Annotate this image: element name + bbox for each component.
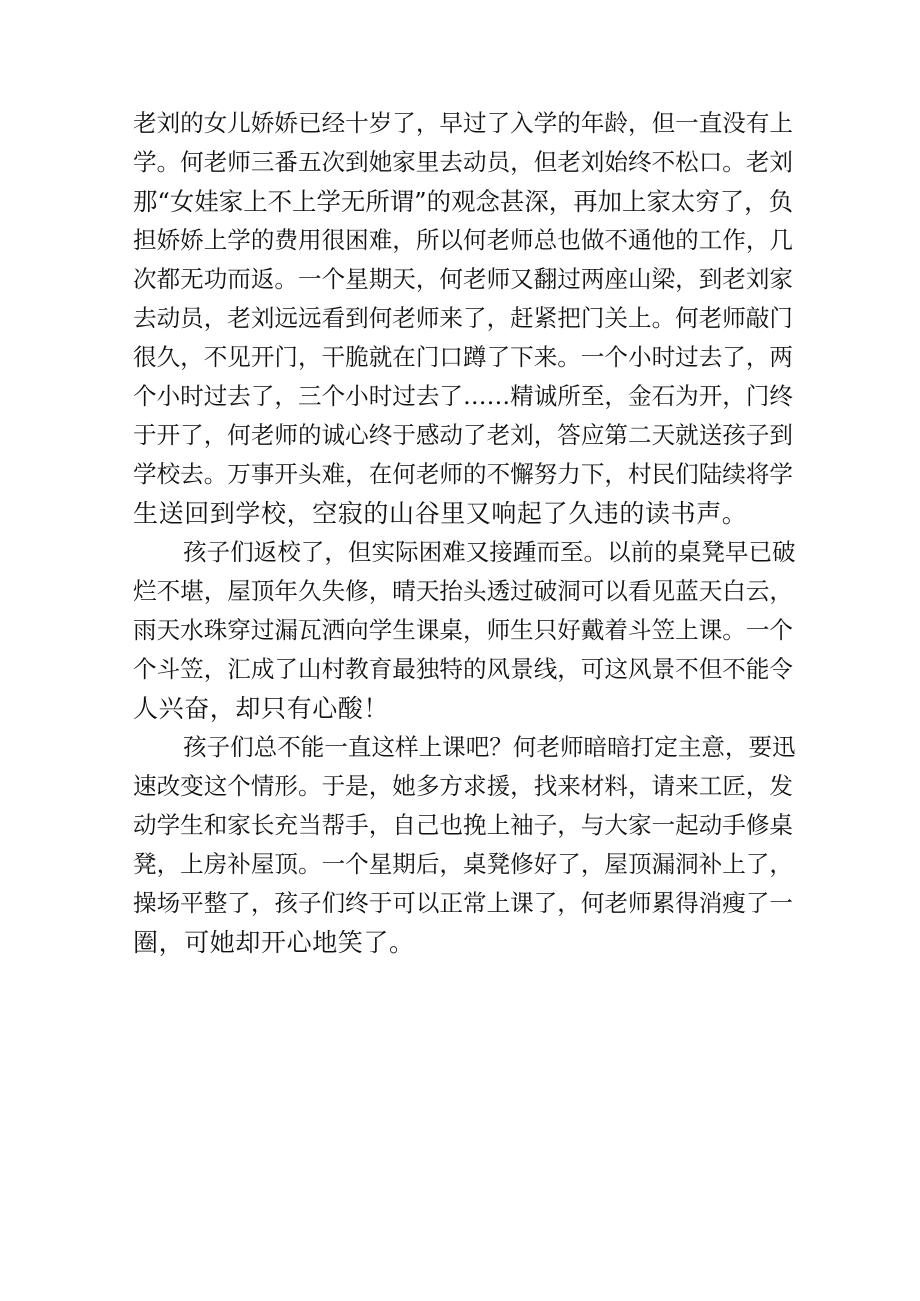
text-line: 去动员，老刘远远看到何老师来了，赶紧把门关上。何老师敲门 — [133, 304, 793, 332]
text-line: 于开了，何老师的诚心终于感动了老刘，答应第二天就送孩子到 — [133, 421, 793, 449]
text-line: 担娇娇上学的费用很困难，所以何老师总也做不通他的工作，几 — [133, 226, 793, 254]
text-line: 人兴奋，却只有心酸！ — [133, 694, 390, 723]
text-line: 老刘的女儿娇娇已经十岁了，早过了入学的年龄，但一直没有上 — [133, 109, 793, 137]
text-line: 操场平整了，孩子们终于可以正常上课了，何老师累得消瘦了一 — [133, 889, 793, 917]
text-line: 学。何老师三番五次到她家里去动员，但老刘始终不松口。老刘 — [133, 148, 793, 176]
document-body — [133, 104, 796, 962]
text-line: 次都无功而返。一个星期天，何老师又翻过两座山梁，到老刘家 — [133, 265, 793, 293]
text-line: 孩子们返校了，但实际困难又接踵而至。以前的桌凳早已破 — [183, 538, 796, 566]
text-line: 那“女娃家上不上学无所谓”的观念甚深，再加上家太穷了，负 — [133, 187, 793, 216]
text-line: 个斗笠，汇成了山村教育最独特的风景线，可这风景不但不能令 — [133, 655, 793, 683]
paragraph-3 — [133, 728, 796, 962]
text-line: 学校去。万事开头难，在何老师的不懈努力下，村民们陆续将学 — [133, 460, 793, 488]
text-line: 生送回到学校，空寂的山谷里又响起了久违的读书声。 — [133, 499, 748, 528]
text-line: 个小时过去了，三个小时过去了……精诚所至，金石为开，门终 — [133, 382, 793, 410]
paragraph-2 — [133, 533, 796, 728]
paragraph-1 — [133, 104, 793, 533]
text-line: 烂不堪，屋顶年久失修，晴天抬头透过破洞可以看见蓝天白云， — [133, 577, 793, 605]
text-line: 雨天水珠穿过漏瓦洒向学生课桌，师生只好戴着斗笠上课。一个 — [133, 616, 793, 644]
text-line: 凳，上房补屋顶。一个星期后，桌凳修好了，屋顶漏洞补上了， — [133, 850, 793, 878]
text-line: 孩子们总不能一直这样上课吧？何老师暗暗打定主意，要迅 — [183, 733, 796, 761]
text-line: 很久，不见开门，干脆就在门口蹲了下来。一个小时过去了，两 — [133, 343, 793, 371]
text-line: 速改变这个情形。于是，她多方求援，找来材料，请来工匠，发 — [133, 772, 793, 800]
text-line: 圈，可她却开心地笑了。 — [133, 928, 415, 957]
text-line: 动学生和家长充当帮手，自己也挽上袖子，与大家一起动手修桌 — [133, 811, 793, 839]
